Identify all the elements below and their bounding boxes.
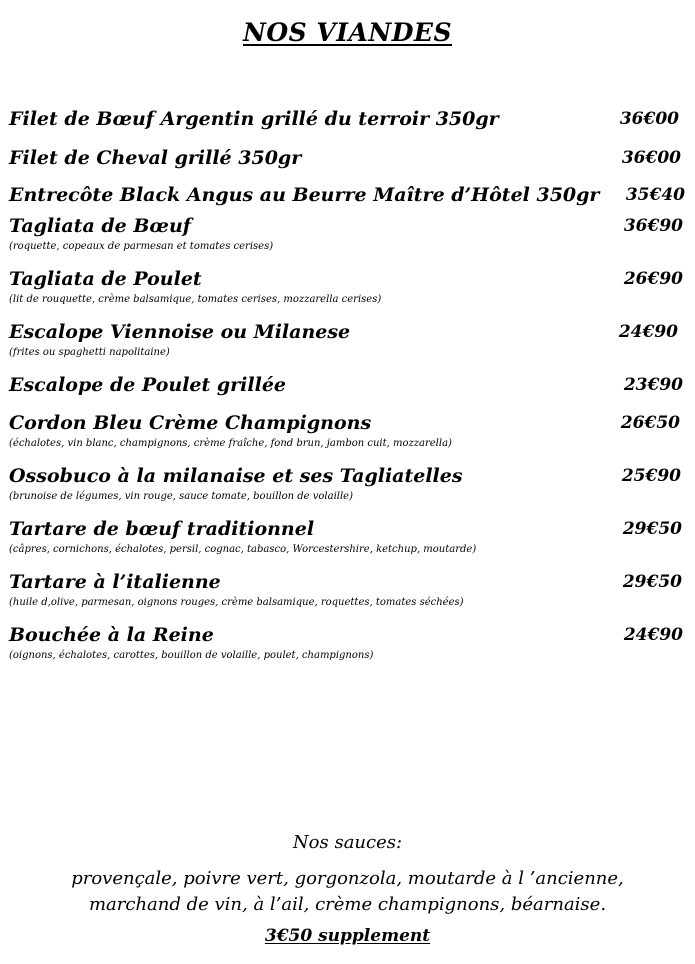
- menu-item-description: (câpres, cornichons, échalotes, persil, cognac, tabasco, Worcestershire, ketchup, moutarde): [9, 544, 477, 555]
- menu-item: [9, 319, 685, 372]
- menu-item: [9, 213, 685, 266]
- menu-item-price: 26€90: [623, 269, 683, 289]
- menu-item-name: Tagliata de Poulet: [9, 268, 202, 290]
- menu-item-name: Cordon Bleu Crème Champignons: [9, 412, 372, 434]
- sauces-list-line: marchand de vin, à l’ail, crème champignons, béarnaise.: [88, 894, 607, 915]
- menu-item: [9, 463, 685, 516]
- menu-item: [9, 106, 685, 145]
- menu-item: [9, 569, 685, 622]
- menu-item: [9, 410, 685, 463]
- menu-item-name: Tartare à l’italienne: [9, 571, 221, 593]
- menu-item-name: Escalope de Poulet grillée: [9, 374, 287, 396]
- menu-item-price: 29€50: [622, 519, 682, 539]
- menu-item-name: Bouchée à la Reine: [9, 624, 214, 646]
- menu-item-description: (échalotes, vin blanc, champignons, crème fraîche, fond brun, jambon cuit, mozzarella): [9, 438, 452, 449]
- menu-item-description: (frites ou spaghetti napolitaine): [9, 347, 170, 358]
- menu-items-list: [9, 106, 685, 675]
- menu-item: [9, 622, 685, 675]
- menu-item-price: 26€50: [620, 413, 680, 433]
- menu-item-price: 36€00: [621, 148, 681, 168]
- page-title: NOS VIANDES: [242, 18, 452, 47]
- menu-item: [9, 266, 685, 319]
- menu-item-name: Escalope Viennoise ou Milanese: [9, 321, 351, 343]
- menu-item-price: 36€00: [619, 109, 679, 129]
- menu-item: [9, 145, 685, 182]
- menu-item-name: Tagliata de Bœuf: [9, 215, 191, 237]
- menu-item-name: Filet de Cheval grillé 350gr: [9, 147, 302, 169]
- menu-item-price: 24€90: [623, 625, 683, 645]
- sauces-title: Nos sauces:: [292, 832, 403, 853]
- sauces-supplement: 3€50 supplement: [264, 926, 431, 946]
- menu-item-description: (oignons, échalotes, carottes, bouillon de volaille, poulet, champignons): [9, 650, 374, 661]
- menu-item-price: 35€40: [625, 185, 685, 205]
- sauces-spacer: [0, 856, 695, 866]
- menu-item-price: 36€90: [623, 216, 683, 236]
- menu-item-description: (roquette, copeaux de parmesan et tomates cerises): [9, 241, 274, 252]
- menu-item: [9, 372, 685, 410]
- sauces-list-line: provençale, poivre vert, gorgonzola, moutarde à l ’ancienne,: [71, 868, 624, 889]
- menu-item-price: 24€90: [618, 322, 678, 342]
- menu-item-description: (lit de rouquette, crème balsamique, tomates cerises, mozzarella cerises): [9, 294, 382, 305]
- sauces-section: [0, 830, 695, 948]
- menu-item-price: 23€90: [623, 375, 683, 395]
- menu-item-name: Entrecôte Black Angus au Beurre Maître d’Hôtel 350gr: [9, 184, 600, 206]
- menu-item-price: 25€90: [621, 466, 681, 486]
- menu-item: [9, 182, 685, 213]
- menu-item-name: Filet de Bœuf Argentin grillé du terroir 350gr: [9, 108, 499, 130]
- menu-item-description: (huile d,olive, parmesan, oignons rouges, crème balsamique, roquettes, tomates séchées): [9, 597, 464, 608]
- menu-item-price: 29€50: [622, 572, 682, 592]
- menu-item-description: (brunoise de légumes, vin rouge, sauce tomate, bouillon de volaille): [9, 491, 353, 502]
- menu-item: [9, 516, 685, 569]
- menu-item-name: Ossobuco à la milanaise et ses Tagliatelles: [9, 465, 463, 487]
- menu-item-name: Tartare de bœuf traditionnel: [9, 518, 315, 540]
